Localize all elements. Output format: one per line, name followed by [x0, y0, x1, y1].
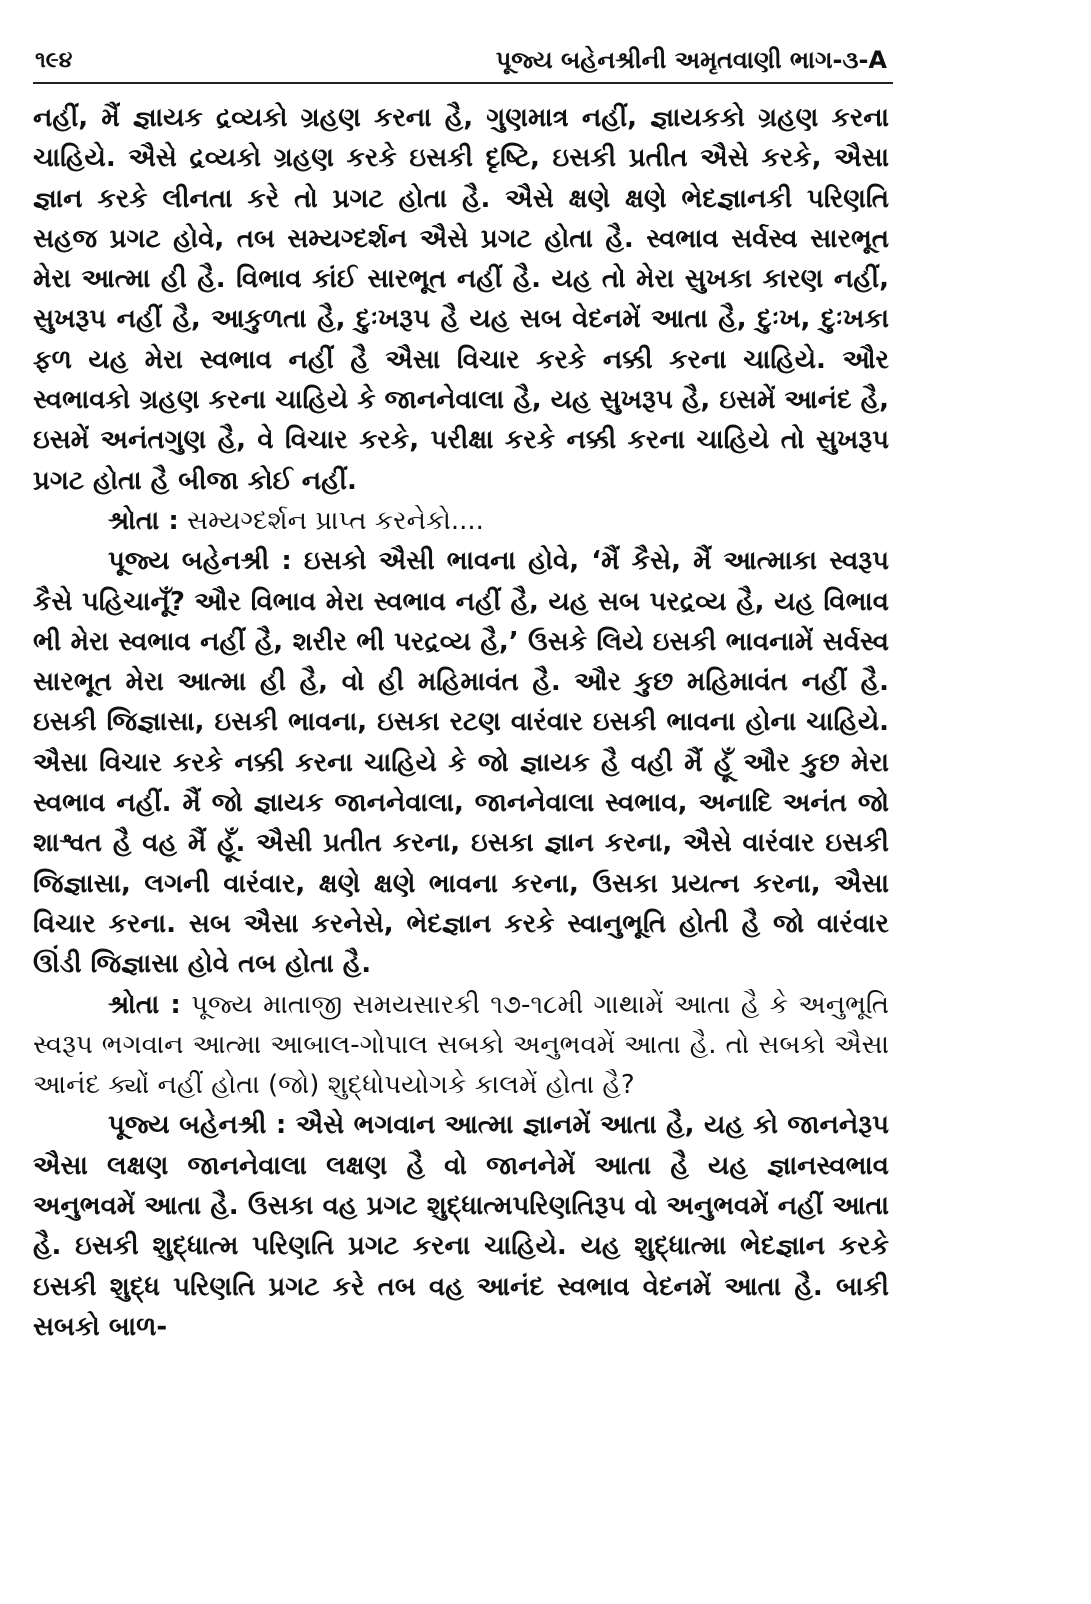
- answer-text: ઇસકો ઐસી ભાવના હોવે, ‘મૈં કૈસે, મૈં આત્માકા સ્વરૂપ કૈસે પહિચાનૂઁ? ઔર વિભાવ મેરા સ્વભાવ નહીં હૈ, યહ સબ પરદ્રવ્ય હૈ, યહ વિભાવ ભી મેરા સ્વભાવ નહીં હૈ, શરીર ભી પરદ્રવ્ય હૈ,’ ઉસકે લિયે ઇસકી ભાવનામેં સર્વસ્વ સારભૂત મેરા આત્મા હી હૈ, વો હી મહિમાવંત હૈ. ઔર કુછ મહિમાવંત નહીં હૈ. ઇસકી જિજ્ઞાસા, ઇસકી ભાવના, ઇસકા રટણ વારંવાર ઇસકી ભાવના હોના ચાહિયે. ઐસા વિચાર કરકે નક્કી કરના ચાહિયે કે જો જ્ઞાયક હૈ વહી મૈં હૂઁ ઔર કુછ મેરા સ્વભાવ નહીં. મૈં જો જ્ઞાયક જાનનેવાલા, જાનનેવાલા સ્વભાવ, અનાદિ અનંત જો શાશ્વત હૈ વહ મૈં હૂઁ. ઐસી પ્રતીત કરના, ઇસકા જ્ઞાન કરના, ઐસે વારંવાર ઇસકી જિજ્ઞાસા, લગની વારંવાર, ક્ષણે ક્ષણે ભાવના કરના, ઉસકા પ્રયત્ન કરના, ઐસા વિચાર કરના. સબ ઐસા કરનેસે, ભેદજ્ઞાન કરકે સ્વાનુભૂતિ હોતી હૈ જો વારંવાર ઊંડી જિજ્ઞાસા હોવે તબ હોતા હૈ.: [33, 546, 889, 980]
- speaker-label: શ્રોતા :: [108, 989, 181, 1020]
- paragraph-3: [33, 541, 889, 984]
- page-number: ૧૯૪: [35, 48, 73, 73]
- paragraph-2: [33, 501, 889, 541]
- speaker-label: પૂજ્ય બહેનશ્રી :: [108, 546, 292, 577]
- speaker-label: પૂજ્ય બહેનશ્રી :: [108, 1110, 287, 1141]
- paragraph-5: [33, 1105, 889, 1347]
- answer-text: ઐસે ભગવાન આત્મા જ્ઞાનમેં આતા હૈ, યહ કો જાનનેરૂપ ઐસા લક્ષણ જાનનેવાલા લક્ષણ હૈ વો જાનનેમેં આતા હૈ યહ જ્ઞાનસ્વભાવ અનુભવમેં આતા હૈ. ઉસકા વહ પ્રગટ શુદ્ધાત્મપરિણતિરૂપ વો અનુભવમેં નહીં આતા હૈ. ઇસકી શુદ્ધાત્મ પરિણતિ પ્રગટ કરના ચાહિયે. યહ શુદ્ધાત્મા ભેદજ્ઞાન કરકે ઇસકી શુદ્ધ પરિણતિ પ્રગટ કરે તબ વહ આનંદ સ્વભાવ વેદનમેં આતા હૈ. બાકી સબકો બાળ-: [33, 1110, 889, 1342]
- speaker-label: શ્રોતા :: [108, 505, 179, 536]
- page-body: [33, 98, 889, 1347]
- page-header: [33, 42, 893, 84]
- paragraph-4: [33, 985, 889, 1106]
- running-title: પૂજ્ય બહેનશ્રીની અમૃતવાણી ભાગ-૩-A: [495, 46, 887, 74]
- question-text: સમ્યગ્દર્શન પ્રાપ્ત કરનેકો....: [187, 505, 484, 536]
- paragraph-1: નહીં, મૈં જ્ઞાયક દ્રવ્યકો ગ્રહણ કરના હૈ, ગુણમાત્ર નહીં, જ્ઞાયકકો ગ્રહણ કરના ચાહિયે. ઐસે દ્રવ્યકો ગ્રહણ કરકે ઇસકી દૃષ્ટિ, ઇસકી પ્રતીત ઐસે કરકે, ઐસા જ્ઞાન કરકે લીનતા કરે તો પ્રગટ હોતા હૈ. ઐસે ક્ષણે ક્ષણે ભેદજ્ઞાનકી પરિણતિ સહજ પ્રગટ હોવે, તબ સમ્યગ્દર્શન ઐસે પ્રગટ હોતા હૈ. સ્વભાવ સર્વસ્વ સારભૂત મેરા આત્મા હી હૈ. વિભાવ કાંઈ સારભૂત નહીં હૈ. યહ તો મેરા સુખકા કારણ નહીં, સુખરૂપ નહીં હૈ, આકુળતા હૈ, દુઃખરૂપ હૈ યહ સબ વેદનમેં આતા હૈ, દુઃખ, દુઃખકા ફળ યહ મેરા સ્વભાવ નહીં હૈ ઐસા વિચાર કરકે નક્કી કરના ચાહિયે. ઔર સ્વભાવકો ગ્રહણ કરના ચાહિયે કે જાનનેવાલા હૈ, યહ સુખરૂપ હૈ, ઇસમેં આનંદ હૈ, ઇસમેં અનંતગુણ હૈ, વે વિચાર કરકે, પરીક્ષા કરકે નક્કી કરના ચાહિયે તો સુખરૂપ પ્રગટ હોતા હૈ બીજા કોઈ નહીં.: [33, 103, 889, 496]
- question-text: પૂજ્ય માતાજી સમયસારકી ૧૭-૧૮મી ગાથામેં આતા હૈ કે અનુભૂતિ સ્વરૂપ ભગવાન આત્મા આબાલ-ગોપાલ સબકો અનુભવમેં આતા હૈ. તો સબકો ઐસા આનંદ ક્યોં નહીં હોતા (જો) શુદ્ધોપયોગકે કાલમેં હોતા હૈ?: [33, 989, 890, 1101]
